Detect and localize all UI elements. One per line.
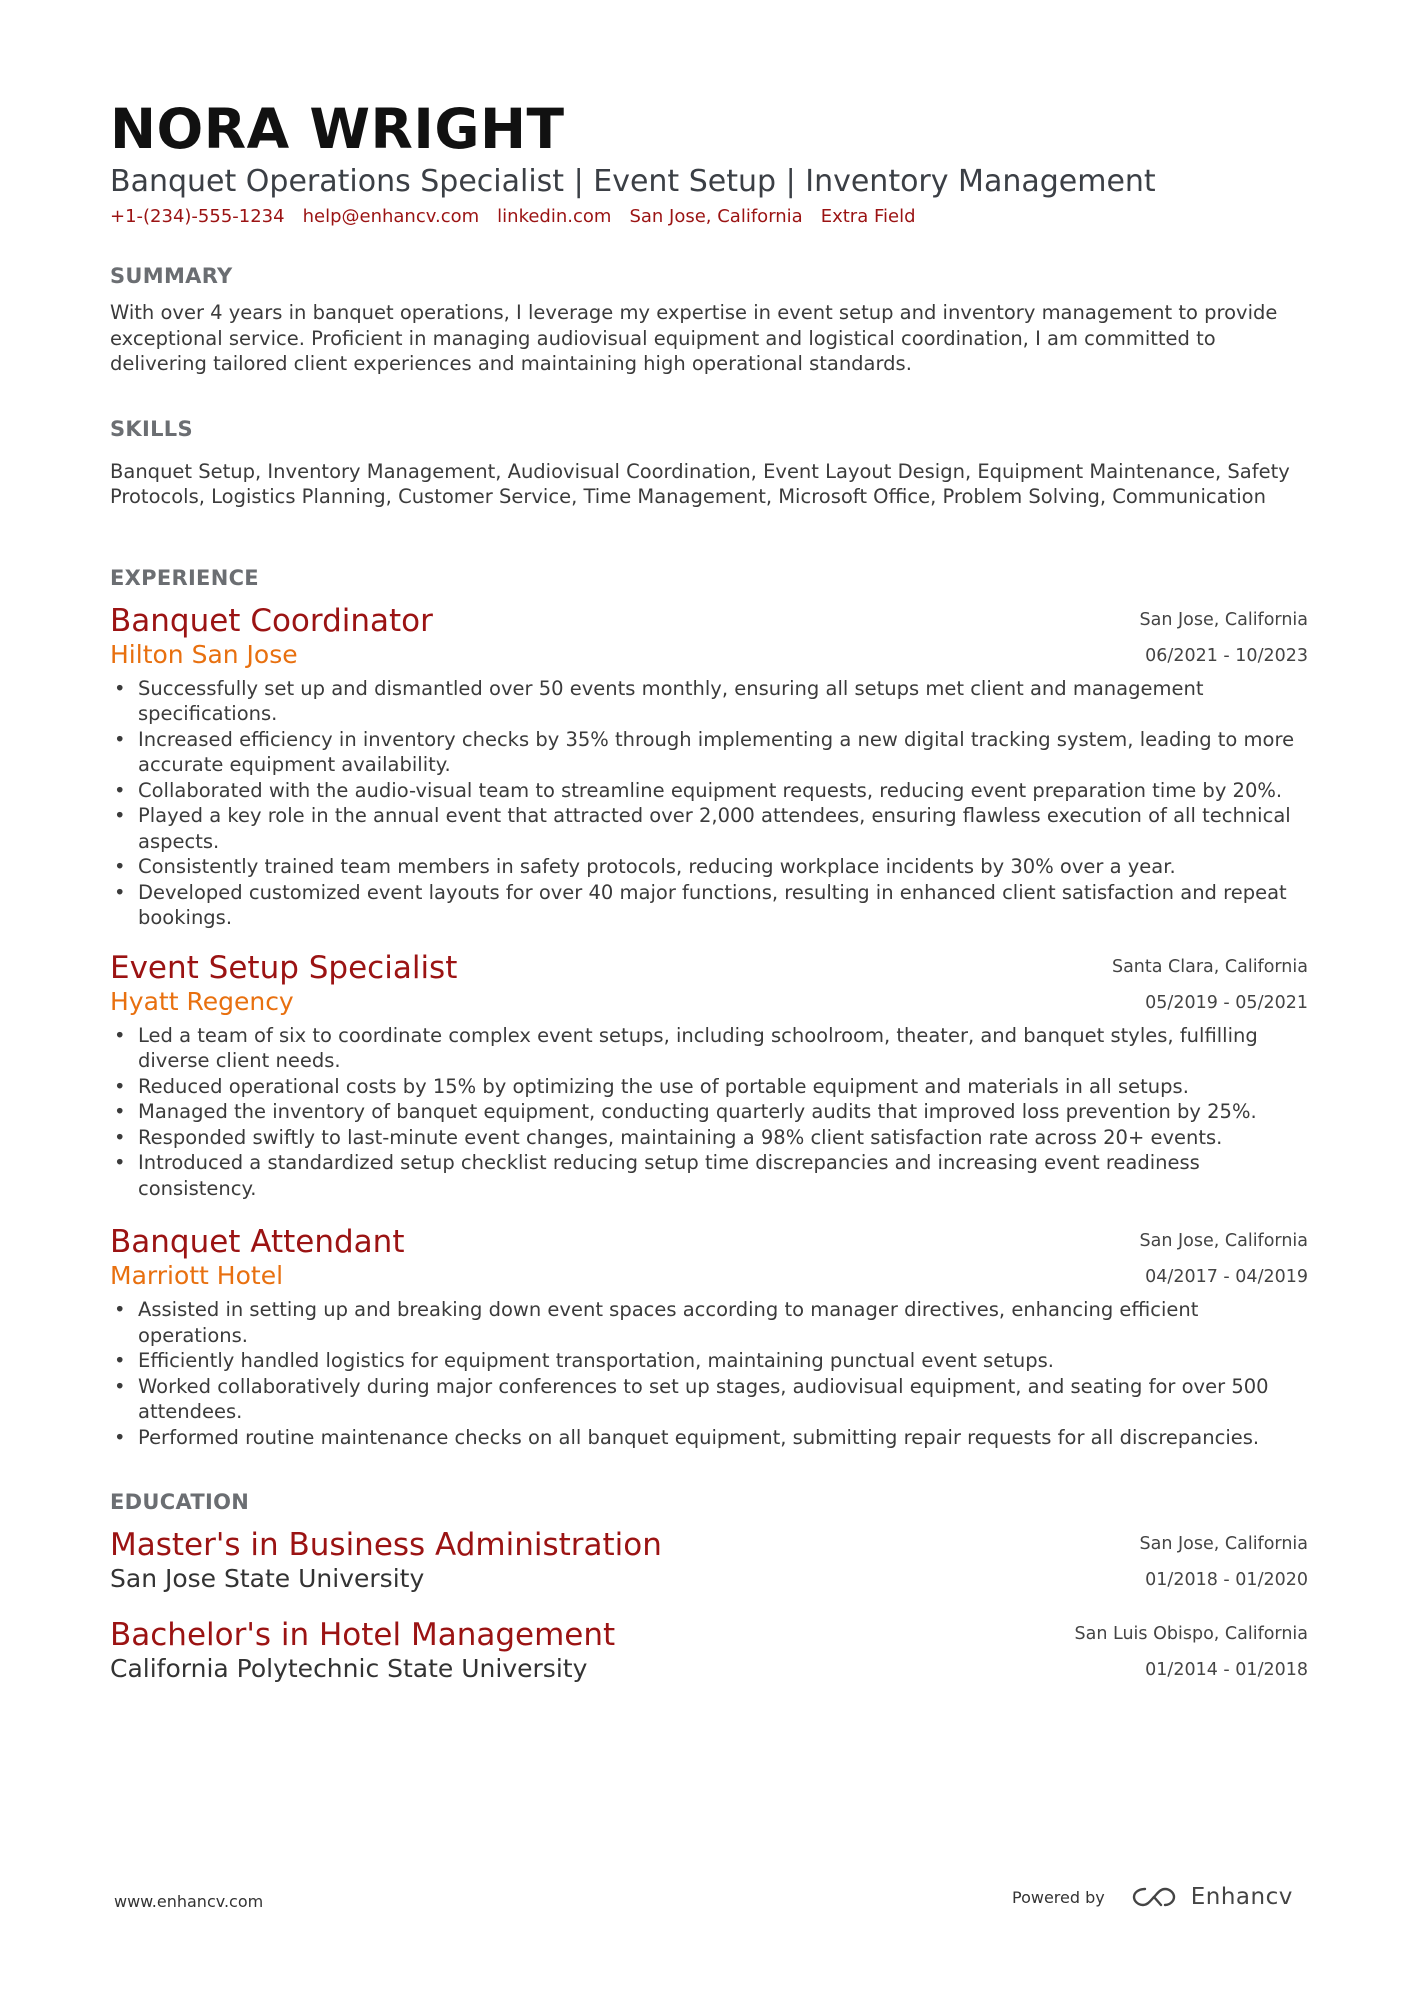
bullet-item: • Collaborated with the audio-visual team to streamline equipment requests, reducing event preparation time by 20%.: [110, 778, 1308, 804]
entry-meta: [1140, 602, 1308, 674]
job-location: San Jose, California: [1139, 609, 1308, 630]
contact-location: San Jose, California: [629, 206, 803, 227]
experience-entry: [110, 602, 1308, 931]
school-name: California Polytechnic State University: [110, 1654, 588, 1683]
school-dates: 01/2018 - 01/2020: [1145, 1570, 1308, 1590]
contact-phone[interactable]: +1-(234)-555-1234: [110, 206, 285, 227]
company-name: Marriott Hotel: [110, 1261, 284, 1290]
bullet-item: • Efficiently handled logistics for equipment transportation, maintaining punctual event setups.: [110, 1348, 1308, 1374]
bullet-item: • Worked collaboratively during major conferences to set up stages, audiovisual equipment, and seating for over 500 attendees.: [110, 1374, 1308, 1425]
bullet-item: • Managed the inventory of banquet equipment, conducting quarterly audits that improved loss prevention by 25%.: [110, 1099, 1308, 1125]
education-heading: EDUCATION: [110, 1490, 250, 1514]
education-entry: [110, 1616, 1308, 1684]
bullet-item: • Responded swiftly to last-minute event changes, maintaining a 98% client satisfaction rate across 20+ events.: [110, 1125, 1308, 1151]
bullet-item: • Reduced operational costs by 15% by optimizing the use of portable equipment and materials in all setups.: [110, 1074, 1308, 1100]
powered-by-label: Powered by: [1012, 1887, 1105, 1907]
job-title: Event Setup Specialist: [110, 949, 458, 986]
experience-entry: [110, 949, 1308, 1202]
experience-entry: [110, 1223, 1308, 1450]
job-bullets: [110, 676, 1308, 931]
bullet-item: • Increased efficiency in inventory checks by 35% through implementing a new digital tracking system, leading to more accurate equipment availability.: [110, 727, 1308, 778]
company-name: Hilton San Jose: [110, 639, 298, 669]
entry-meta: [1075, 1616, 1308, 1688]
summary-heading: SUMMARY: [110, 264, 233, 288]
degree-title: Master's in Business Administration: [110, 1527, 662, 1563]
job-location: Santa Clara, California: [1111, 956, 1308, 977]
entry-meta: [1140, 1526, 1308, 1598]
summary-text: With over 4 years in banquet operations, I leverage my expertise in event setup and inventory management to provide exceptional service. Proficient in managing audiovisual equipment and logistical coordination, I am committed to delivering tailored client experiences and maintaining high operational standards.: [110, 301, 1278, 375]
bullet-item: • Developed customized event layouts for over 40 major functions, resulting in enhanced client satisfaction and repeat bookings.: [110, 880, 1308, 931]
bullet-item: • Played a key role in the annual event that attracted over 2,000 attendees, ensuring flawless execution of all technical aspects.: [110, 803, 1308, 854]
candidate-name: NORA WRIGHT: [110, 97, 565, 161]
job-bullets: [110, 1023, 1308, 1202]
school-location: San Luis Obispo, California: [1074, 1624, 1308, 1644]
experience-heading: EXPERIENCE: [110, 565, 259, 590]
entry-meta: [1140, 1223, 1308, 1295]
footer-website[interactable]: www.enhancv.com: [114, 1892, 264, 1911]
contact-row: [110, 204, 1308, 230]
resume-page: [110, 96, 1308, 1684]
job-location: San Jose, California: [1139, 1231, 1308, 1251]
contact-linkedin[interactable]: linkedin.com: [497, 206, 612, 227]
bullet-item: • Successfully set up and dismantled over 50 events monthly, ensuring all setups met client and management specifications.: [110, 676, 1308, 727]
contact-email[interactable]: help@enhancv.com: [302, 206, 480, 227]
skills-text: Banquet Setup, Inventory Management, Audiovisual Coordination, Event Layout Design, Equipment Maintenance, Safety Protocols, Logistics Planning, Customer Service, Time Management, Microsoft Office, Problem Solving, Communication: [110, 459, 1290, 508]
job-title: Banquet Attendant: [110, 1224, 405, 1260]
contact-extra-field: Extra Field: [820, 206, 916, 227]
skills-heading: SKILLS: [110, 416, 193, 441]
company-name: Hyatt Regency: [110, 986, 294, 1016]
bullet-item: • Consistently trained team members in safety protocols, reducing workplace incidents by 30% over a year.: [110, 854, 1308, 880]
bullet-item: • Assisted in setting up and breaking down event spaces according to manager directives, enhancing efficient operations.: [110, 1297, 1308, 1348]
job-dates: 04/2017 - 04/2019: [1145, 1267, 1308, 1287]
school-name: San Jose State University: [110, 1564, 425, 1593]
school-location: San Jose, California: [1139, 1534, 1308, 1554]
brand-name[interactable]: Enhancv: [1190, 1884, 1293, 1910]
school-dates: 01/2014 - 01/2018: [1145, 1660, 1308, 1680]
bullet-item: • Led a team of six to coordinate complex event setups, including schoolroom, theater, and banquet styles, fulfilling diverse client needs.: [110, 1023, 1308, 1074]
job-title: Banquet Coordinator: [110, 602, 433, 639]
education-entry: [110, 1526, 1308, 1594]
entry-meta: [1112, 949, 1308, 1021]
job-dates: 05/2019 - 05/2021: [1145, 992, 1308, 1013]
job-bullets: [110, 1297, 1308, 1450]
bullet-item: • Performed routine maintenance checks on all banquet equipment, submitting repair requests for all discrepancies.: [110, 1425, 1308, 1451]
bullet-item: • Introduced a standardized setup checklist reducing setup time discrepancies and increasing event readiness consistency.: [110, 1150, 1308, 1201]
enhancv-logo-icon: [1131, 1884, 1177, 1910]
job-dates: 06/2021 - 10/2023: [1145, 645, 1308, 666]
footer-branding: [1012, 1884, 1293, 1910]
degree-title: Bachelor's in Hotel Management: [110, 1617, 616, 1653]
headline: Banquet Operations Specialist | Event Setup | Inventory Management: [110, 164, 1156, 199]
